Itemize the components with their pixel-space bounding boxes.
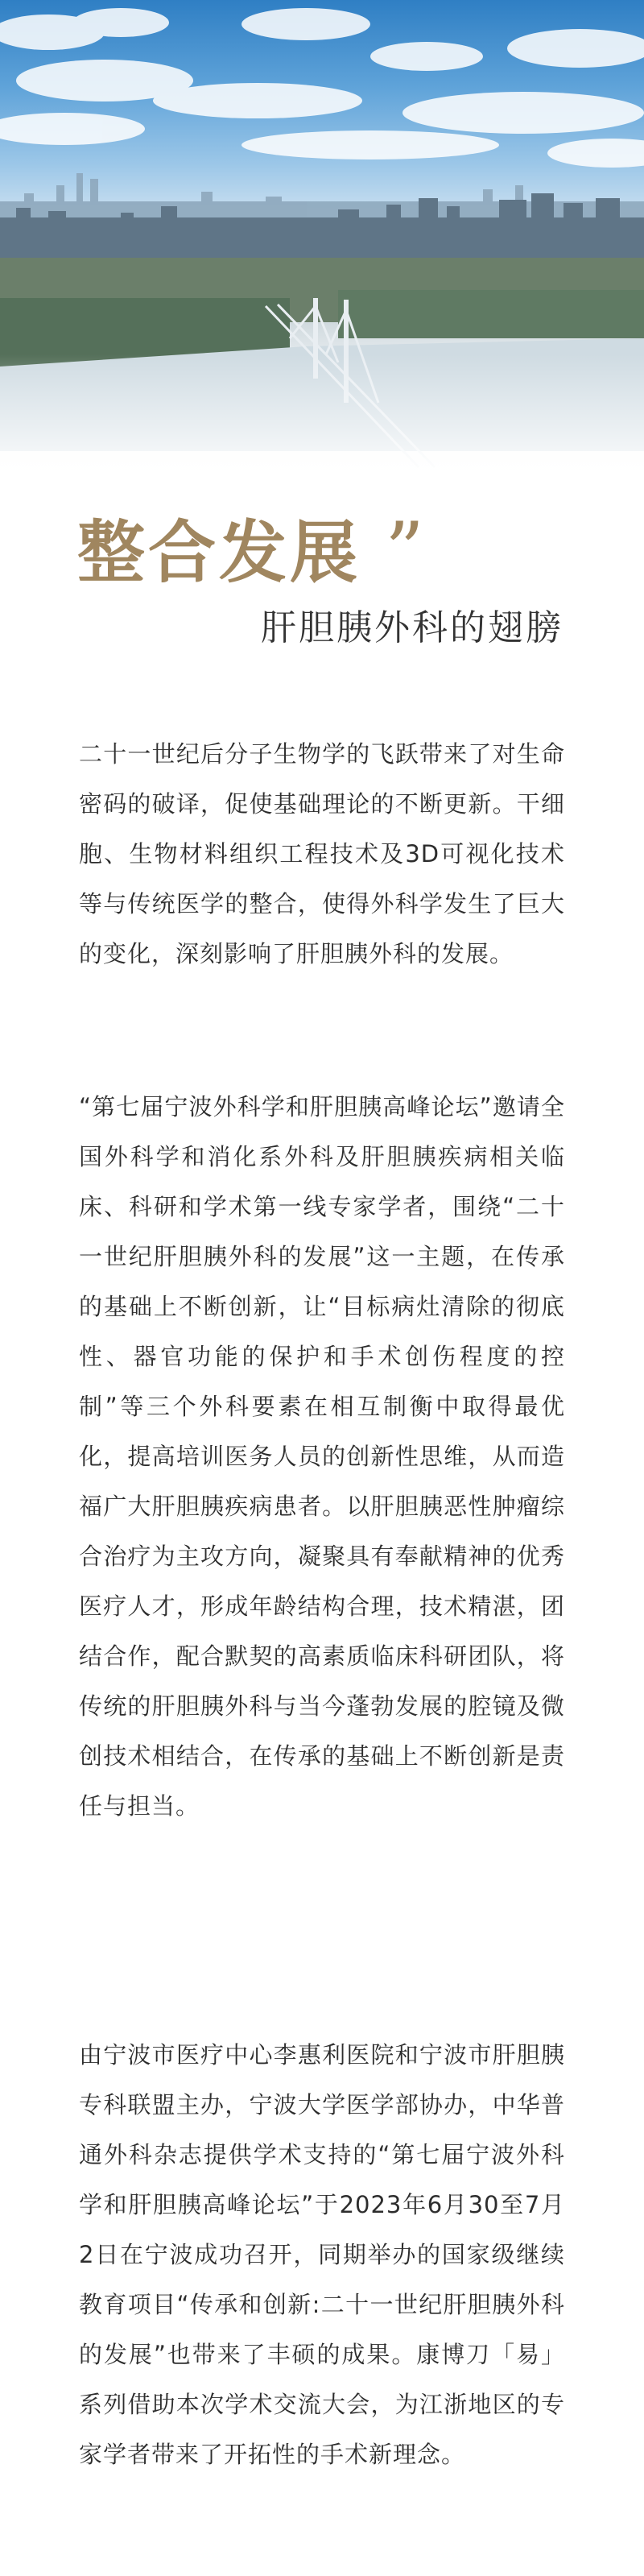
clouds bbox=[0, 8, 644, 168]
section-title-block bbox=[0, 507, 644, 669]
article-paragraph-2: “第七届宁波外科学和肝胆胰高峰论坛”邀请全国外科学和消化系外科及肝胆胰疾病相关临床、科研和学术第一线专家学者，围绕“二十一世纪肝胆胰外科的发展”这一主题，在传承的基础上不断创新，让“目标病灶清除的彻底性、器官功能的保护和手术创伤程度的控制”等三个外科要素在相互制衡中取得最优化，提高培训医务人员的创新性思维，从而造福广大肝胆胰疾病患者。以肝胆胰恶性肿瘤综合治疗为主攻方向，凝聚具有奉献精神的优秀医疗人才，形成年龄结构合理，技术精湛，团结合作，配合默契的高素质临床科研团队，将传统的肝胆胰外科与当今蓬勃发展的腔镜及微创技术相结合，在传承的基础上不断创新是责任与担当。 bbox=[79, 1093, 565, 1820]
page-title: 整合发展 bbox=[77, 512, 361, 592]
article-paragraph-3: 由宁波市医疗中心李惠利医院和宁波市肝胆胰专科联盟主办，宁波大学医学部协办，中华普通外科杂志提供学术支持的“第七届宁波外科学和肝胆胰高峰论坛”于2023年6月30至7月2日在宁波成功召开，同期举办的国家级继续教育项目“传承和创新:二十一世纪肝胆胰外科的发展”也带来了丰硕的成果。康博刀「易」系列借助本次学术交流大会，为江浙地区的专家学者带来了开拓性的手术新理念。 bbox=[79, 2041, 565, 2468]
page-subtitle: 肝胆胰外科的翅膀 bbox=[261, 607, 564, 648]
hero-cityscape-image bbox=[0, 0, 644, 483]
article-paragraph-1: 二十一世纪后分子生物学的飞跃带来了对生命密码的破译，促使基础理论的不断更新。干细胞、生物材料组织工程技术及3D可视化技术等与传统医学的整合，使得外科学发生了巨大的变化，深刻影响了肝胆胰外科的发展。 bbox=[79, 740, 565, 967]
quote-mark-icon: ” bbox=[385, 506, 425, 596]
cityscape-illustration bbox=[0, 0, 644, 483]
